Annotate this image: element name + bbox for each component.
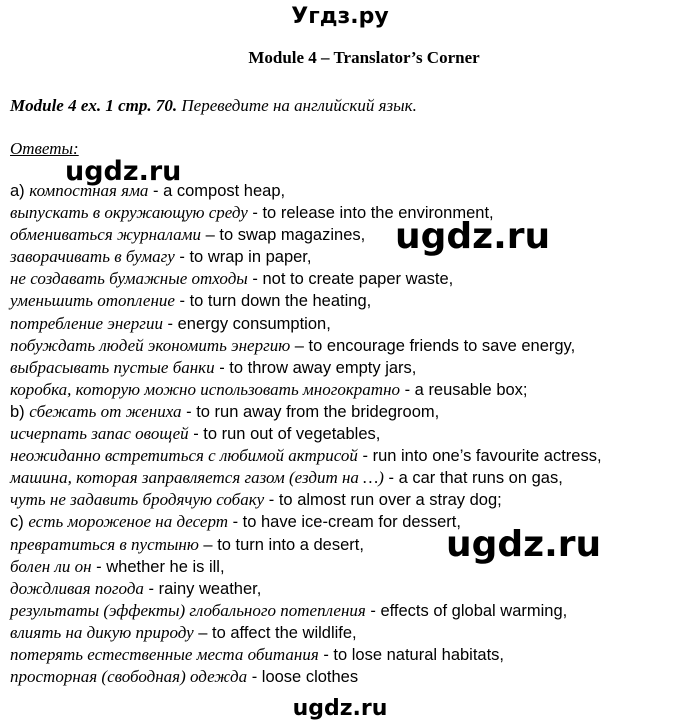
english-translation: - to throw away empty jars, xyxy=(214,358,417,377)
russian-phrase: влиять на дикую природу xyxy=(10,622,194,642)
english-translation: - run into one’s favourite actress, xyxy=(357,447,602,466)
russian-phrase: дождливая погода xyxy=(10,578,144,598)
russian-phrase: чуть не задавить бродячую собаку xyxy=(10,490,265,510)
module-title: Module 4 – Translator’s Corner xyxy=(248,48,480,67)
answer-row xyxy=(10,445,675,467)
answer-row xyxy=(10,489,675,511)
english-translation: - not to create paper waste, xyxy=(247,270,454,289)
site-header: Угдз.ру xyxy=(291,4,389,29)
answer-row xyxy=(10,401,675,423)
answer-row xyxy=(10,644,675,666)
exercise-reference: Module 4 ex. 1 стр. 70. xyxy=(10,96,178,115)
english-translation: – to encourage friends to save energy, xyxy=(290,336,576,355)
answer-row xyxy=(10,666,675,688)
russian-phrase: машина, которая заправляется газом (ездит на …) xyxy=(10,468,384,488)
english-translation: - to run out of vegetables, xyxy=(188,425,381,444)
english-translation: – to swap magazines, xyxy=(201,226,366,245)
russian-phrase: сбежать от жениха xyxy=(29,401,182,421)
russian-phrase: не создавать бумажные отходы xyxy=(10,269,248,289)
russian-phrase: коробка, которую можно использовать многократно xyxy=(10,379,401,399)
english-translation: – to turn into a desert, xyxy=(198,535,364,554)
answer-row xyxy=(10,224,675,246)
english-translation: - energy consumption, xyxy=(162,314,331,333)
section-marker: a) xyxy=(10,182,30,200)
english-translation: - effects of global warming, xyxy=(365,601,568,620)
russian-phrase: уменьшить отопление xyxy=(10,291,175,311)
section-marker: b) xyxy=(10,402,30,421)
answers-list xyxy=(10,180,675,688)
russian-phrase: заворачивать в бумагу xyxy=(10,247,175,267)
russian-phrase: выпускать в окружающую среду xyxy=(10,203,248,223)
russian-phrase: компостная яма xyxy=(29,181,149,200)
english-translation: - to wrap in paper, xyxy=(174,248,312,267)
answer-row xyxy=(10,268,675,290)
russian-phrase: потерять естественные места обитания xyxy=(10,644,319,664)
english-translation: - to lose natural habitats, xyxy=(318,645,505,664)
answer-row xyxy=(10,357,675,379)
russian-phrase: исчерпать запас овощей xyxy=(10,424,189,444)
russian-phrase: результаты (эффекты) глобального потепления xyxy=(10,600,366,620)
russian-phrase: превратиться в пустыню xyxy=(10,534,199,554)
russian-phrase: выбрасывать пустые банки xyxy=(10,357,215,377)
answer-row xyxy=(10,622,675,644)
english-translation: - a car that runs on gas, xyxy=(383,469,563,488)
site-footer: ugdz.ru xyxy=(292,696,388,721)
russian-phrase: есть мороженое на десерт xyxy=(28,512,228,532)
russian-phrase: потребление энергии xyxy=(10,313,163,333)
russian-phrase: болен ли он xyxy=(10,556,92,576)
watermark: ugdz.ru xyxy=(395,216,551,257)
russian-phrase: просторная (свободная) одежда xyxy=(10,667,248,687)
answer-row xyxy=(10,246,675,268)
russian-phrase: обмениваться журналами xyxy=(10,225,202,245)
answer-row xyxy=(10,578,675,600)
russian-phrase: неожиданно встретиться с любимой актрисой xyxy=(10,446,358,466)
answer-row xyxy=(10,313,675,335)
english-translation: - a reusable box; xyxy=(400,380,528,399)
section-marker: c) xyxy=(10,513,29,532)
english-translation: - rainy weather, xyxy=(143,579,262,598)
exercise-task: Переведите на английский язык. xyxy=(181,96,417,115)
answer-row xyxy=(10,290,675,312)
english-translation: - to almost run over a stray dog; xyxy=(264,491,502,510)
english-translation: - to release into the environment, xyxy=(247,204,494,223)
english-translation: – to affect the wildlife, xyxy=(193,623,357,642)
exercise-heading xyxy=(10,95,417,117)
watermark: ugdz.ru xyxy=(65,156,182,187)
answer-row xyxy=(10,335,675,357)
english-translation: - whether he is ill, xyxy=(91,557,225,576)
answer-row xyxy=(10,202,675,224)
russian-phrase: побуждать людей экономить энергию xyxy=(10,335,291,355)
answers-label: Ответы: xyxy=(10,139,79,158)
watermark: ugdz.ru xyxy=(446,524,602,565)
english-translation: - a compost heap, xyxy=(148,182,286,200)
answer-row xyxy=(10,467,675,489)
english-translation: - loose clothes xyxy=(247,668,359,687)
english-translation: - to turn down the heating, xyxy=(174,292,372,311)
answer-row xyxy=(10,379,675,401)
english-translation: - to have ice-cream for dessert, xyxy=(228,513,461,532)
english-translation: - to run away from the bridegroom, xyxy=(181,402,440,421)
answer-row xyxy=(10,423,675,445)
answer-row xyxy=(10,600,675,622)
